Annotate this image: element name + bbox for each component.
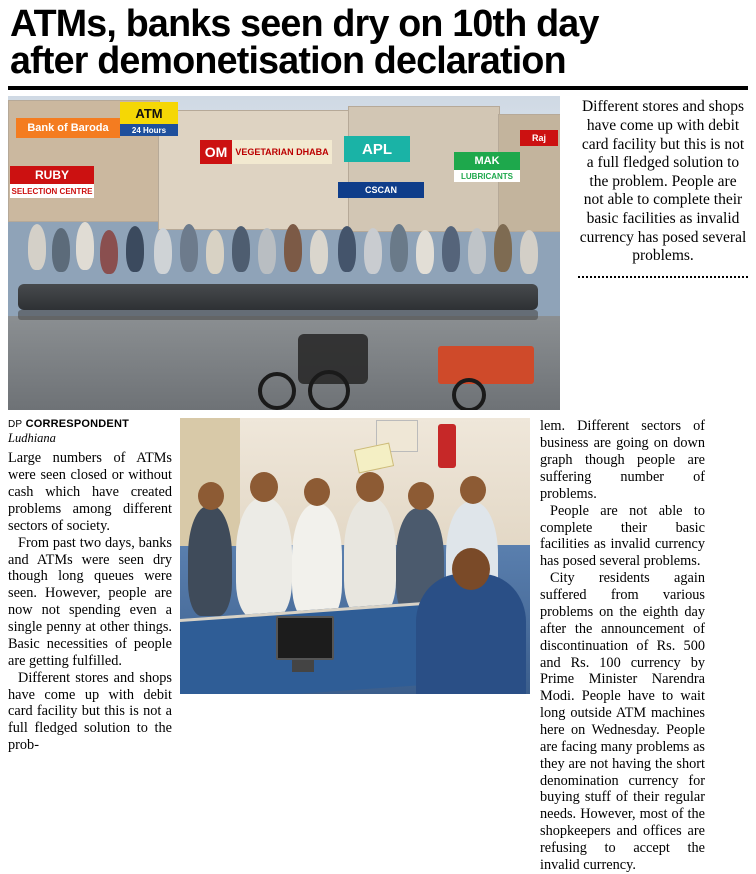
hand-cart	[438, 346, 534, 384]
crowd-figure	[76, 222, 94, 270]
fire-extinguisher	[438, 424, 456, 468]
crowd-figure	[416, 230, 434, 274]
byline-name: CORRESPONDENT	[25, 418, 130, 431]
crowd-figure	[28, 224, 46, 270]
paragraph: Large numbers of ATMs were seen closed or without cash which have created problems among different sectors of society.	[8, 450, 172, 534]
cart-wheel	[452, 378, 486, 410]
crowd-figure	[284, 224, 302, 272]
headline-line-1: ATMs, banks seen dry on 10th day	[9, 3, 599, 45]
crowd-figure	[310, 230, 328, 274]
computer-monitor	[276, 616, 334, 660]
crowd-figure	[364, 228, 382, 274]
crowd-figure	[258, 228, 276, 274]
paragraph: lem. Different sectors of business are going on down graph though people are suffering number of problems.	[540, 418, 705, 502]
paragraph: Different stores and shops have come up with debit card facility but this is not a full fledged solution to the prob-	[8, 669, 172, 754]
crowd-figure	[494, 224, 512, 272]
crowd-figure	[180, 224, 198, 272]
left-column	[8, 418, 180, 753]
byline	[8, 418, 172, 430]
person	[236, 498, 292, 618]
dotted-divider	[578, 276, 748, 278]
sign-ruby: RUBY	[10, 166, 94, 184]
crowd-figure	[52, 228, 70, 272]
crowd-figure	[468, 228, 486, 274]
sign-atm: ATM	[120, 102, 178, 124]
standfirst	[578, 96, 748, 283]
person	[292, 504, 342, 620]
bottom-section	[8, 418, 748, 873]
page-title	[8, 0, 741, 84]
paragraph: People are not able to complete their basic facilities as invalid currency has posed several problems.	[540, 502, 705, 570]
crowd-figure	[100, 230, 118, 274]
top-section	[8, 96, 748, 410]
headline-rule	[8, 86, 748, 90]
byline-prefix: DP	[8, 419, 23, 431]
sign-atm-hours: 24 Hours	[120, 124, 178, 136]
crowd-figure	[232, 226, 250, 272]
monitor-stand	[292, 660, 314, 672]
crowd-figure	[154, 228, 172, 274]
byline-city: Ludhiana	[8, 431, 56, 446]
crowd-figure	[338, 226, 356, 272]
person	[188, 506, 232, 616]
sign-mak-sub: LUBRICANTS	[454, 170, 520, 182]
bicycle-wheel	[308, 370, 350, 410]
person	[344, 498, 396, 616]
building-center	[158, 110, 350, 230]
sign-raj: Raj	[520, 130, 558, 146]
sign-om: OM	[200, 140, 232, 164]
crowd-figure	[520, 230, 538, 274]
paragraph: City residents again suffered from various problems on the eighth day after the announcement of discontinuation of Rs. 500 and Rs. 100 currency by Prime Minister Narendra Modi. People have to wait long outside ATM machines here on Wednesday. People are facing many problems as they are not having the short denomination currency for buying stuff of their regular needs. However, most of the shopkeepers and offices are refusing to accept the invalid currency.	[540, 570, 705, 873]
crowd-figure	[442, 226, 460, 272]
paragraph: From past two days, banks and ATMs were seen dry though long queues were seen. However, people are now not spending even a single penny at other things. Basic necessities of people are getting fulfilled.	[8, 534, 172, 669]
sign-apl: APL	[344, 136, 410, 162]
sign-bank-of-baroda: Bank of Baroda	[16, 118, 120, 138]
secondary-photo	[180, 418, 530, 694]
sign-mak: MAK	[454, 152, 520, 170]
crowd-figure	[206, 230, 224, 274]
parked-motorcycles	[18, 284, 538, 310]
main-photo	[8, 96, 560, 410]
bank-staff	[416, 574, 526, 694]
motorcycle-shadow	[18, 310, 538, 320]
sign-ruby-sub: SELECTION CENTRE	[10, 184, 94, 198]
sign-cscan: CSCAN	[338, 182, 424, 198]
headline-line-2: after demonetisation declaration	[9, 40, 566, 83]
article-body-left	[8, 450, 172, 753]
crowd-figure	[126, 226, 144, 272]
right-column	[530, 418, 705, 873]
sign-om-sub: VEGETARIAN DHABA	[232, 140, 332, 164]
standfirst-text: Different stores and shops have come up with debit card facility but this is not a full fledged solution to the problem. People are not able to complete their basic facilities as invalid currency has posed several problems.	[579, 98, 747, 265]
crowd-figure	[390, 224, 408, 272]
